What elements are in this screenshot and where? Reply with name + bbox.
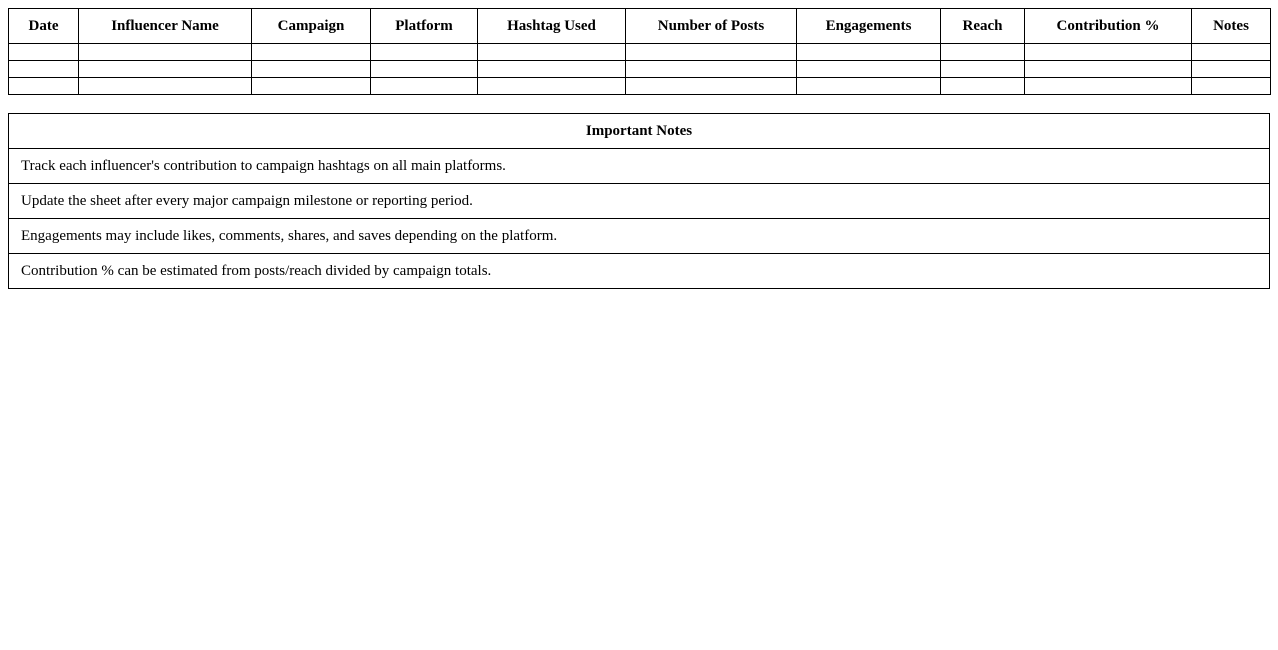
- table-cell[interactable]: [626, 78, 797, 95]
- table-cell[interactable]: [1025, 78, 1192, 95]
- table-cell[interactable]: [252, 61, 371, 78]
- column-header-number-of-posts: Number of Posts: [626, 9, 797, 44]
- table-cell[interactable]: [79, 44, 252, 61]
- influencer-tracker-table: [8, 8, 1271, 95]
- table-cell[interactable]: [626, 61, 797, 78]
- note-row: [9, 184, 1270, 219]
- table-cell[interactable]: [1192, 44, 1271, 61]
- table-row: [9, 44, 1271, 61]
- note-row: [9, 219, 1270, 254]
- table-cell[interactable]: [478, 78, 626, 95]
- important-notes-table: [8, 113, 1270, 289]
- table-header-row: [9, 9, 1271, 44]
- notes-header-row: [9, 114, 1270, 149]
- table-row: [9, 78, 1271, 95]
- column-header-campaign: Campaign: [252, 9, 371, 44]
- table-cell[interactable]: [371, 44, 478, 61]
- table-cell[interactable]: [79, 61, 252, 78]
- table-cell[interactable]: [797, 61, 941, 78]
- table-cell[interactable]: [626, 44, 797, 61]
- note-row: [9, 254, 1270, 289]
- column-header-notes: Notes: [1192, 9, 1271, 44]
- table-cell[interactable]: [1192, 78, 1271, 95]
- table-cell[interactable]: [9, 44, 79, 61]
- column-header-reach: Reach: [941, 9, 1025, 44]
- note-row: [9, 149, 1270, 184]
- note-item: Contribution % can be estimated from posts/reach divided by campaign totals.: [9, 254, 1270, 289]
- column-header-engagements: Engagements: [797, 9, 941, 44]
- note-item: Engagements may include likes, comments, shares, and saves depending on the platform.: [9, 219, 1270, 254]
- table-cell[interactable]: [371, 61, 478, 78]
- notes-title: Important Notes: [9, 114, 1270, 149]
- table-cell[interactable]: [941, 44, 1025, 61]
- table-cell[interactable]: [1192, 61, 1271, 78]
- table-cell[interactable]: [941, 78, 1025, 95]
- note-item: Track each influencer's contribution to campaign hashtags on all main platforms.: [9, 149, 1270, 184]
- column-header-contribution: Contribution %: [1025, 9, 1192, 44]
- table-cell[interactable]: [797, 44, 941, 61]
- column-header-date: Date: [9, 9, 79, 44]
- table-cell[interactable]: [797, 78, 941, 95]
- table-cell[interactable]: [9, 78, 79, 95]
- column-header-platform: Platform: [371, 9, 478, 44]
- table-row: [9, 61, 1271, 78]
- column-header-influencer-name: Influencer Name: [79, 9, 252, 44]
- table-cell[interactable]: [79, 78, 252, 95]
- note-item: Update the sheet after every major campaign milestone or reporting period.: [9, 184, 1270, 219]
- table-cell[interactable]: [478, 61, 626, 78]
- table-cell[interactable]: [9, 61, 79, 78]
- table-cell[interactable]: [1025, 44, 1192, 61]
- table-cell[interactable]: [252, 44, 371, 61]
- table-cell[interactable]: [252, 78, 371, 95]
- table-cell[interactable]: [941, 61, 1025, 78]
- table-cell[interactable]: [1025, 61, 1192, 78]
- document-body: [8, 8, 1270, 289]
- table-cell[interactable]: [371, 78, 478, 95]
- table-cell[interactable]: [478, 44, 626, 61]
- column-header-hashtag-used: Hashtag Used: [478, 9, 626, 44]
